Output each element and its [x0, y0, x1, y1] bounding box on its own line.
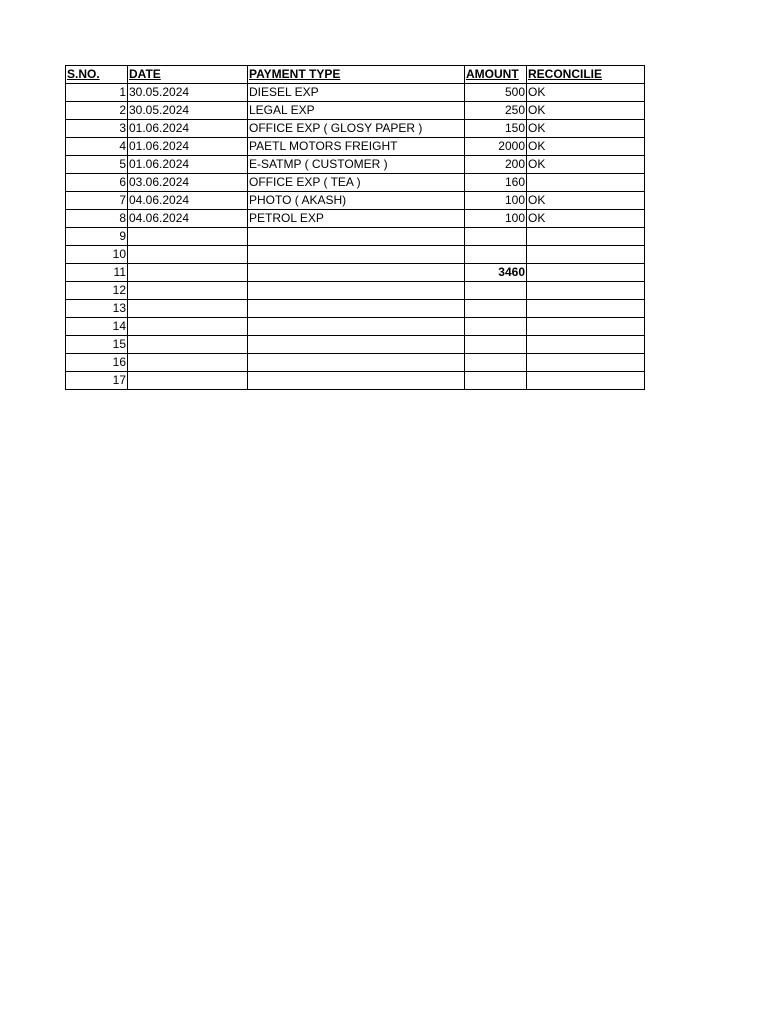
table-row	[66, 138, 645, 156]
table-row	[66, 156, 645, 174]
cell-reconcile[interactable]	[527, 300, 645, 318]
cell-amount[interactable]	[465, 354, 527, 372]
cell-amount-total[interactable]: 3460	[465, 264, 527, 282]
cell-sno[interactable]: 9	[66, 228, 128, 246]
cell-payment-type[interactable]	[248, 318, 465, 336]
cell-date[interactable]	[128, 318, 248, 336]
table-row	[66, 120, 645, 138]
expense-sheet	[65, 65, 645, 390]
cell-payment-type[interactable]	[248, 300, 465, 318]
cell-amount[interactable]: 500	[465, 84, 527, 102]
cell-amount[interactable]: 250	[465, 102, 527, 120]
table-row	[66, 282, 645, 300]
cell-payment-type[interactable]	[248, 228, 465, 246]
header-payment-type: PAYMENT TYPE	[248, 66, 465, 84]
cell-date[interactable]: 30.05.2024	[128, 102, 248, 120]
cell-amount[interactable]: 150	[465, 120, 527, 138]
cell-reconcile[interactable]: OK	[527, 156, 645, 174]
cell-reconcile[interactable]	[527, 264, 645, 282]
cell-amount[interactable]	[465, 372, 527, 390]
cell-date[interactable]: 01.06.2024	[128, 156, 248, 174]
cell-reconcile[interactable]	[527, 228, 645, 246]
cell-payment-type[interactable]	[248, 336, 465, 354]
cell-reconcile[interactable]	[527, 246, 645, 264]
cell-amount[interactable]	[465, 336, 527, 354]
cell-date[interactable]	[128, 228, 248, 246]
cell-reconcile[interactable]: OK	[527, 192, 645, 210]
table-row	[66, 246, 645, 264]
cell-reconcile[interactable]	[527, 282, 645, 300]
cell-amount[interactable]: 160	[465, 174, 527, 192]
table-row	[66, 210, 645, 228]
header-reconcile: RECONCILIE	[527, 66, 645, 84]
cell-amount[interactable]	[465, 282, 527, 300]
table-row	[66, 102, 645, 120]
cell-date[interactable]	[128, 300, 248, 318]
table-row	[66, 354, 645, 372]
cell-payment-type[interactable]: LEGAL EXP	[248, 102, 465, 120]
cell-amount[interactable]: 200	[465, 156, 527, 174]
cell-payment-type[interactable]: E-SATMP ( CUSTOMER )	[248, 156, 465, 174]
cell-sno[interactable]: 12	[66, 282, 128, 300]
table-row	[66, 372, 645, 390]
table-row	[66, 174, 645, 192]
table-row	[66, 264, 645, 282]
cell-reconcile[interactable]	[527, 336, 645, 354]
cell-sno[interactable]: 7	[66, 192, 128, 210]
cell-amount[interactable]: 2000	[465, 138, 527, 156]
cell-payment-type[interactable]	[248, 372, 465, 390]
payment-table	[65, 65, 645, 390]
cell-sno[interactable]: 6	[66, 174, 128, 192]
cell-date[interactable]: 04.06.2024	[128, 210, 248, 228]
cell-payment-type[interactable]	[248, 246, 465, 264]
cell-sno[interactable]: 3	[66, 120, 128, 138]
table-row	[66, 300, 645, 318]
cell-reconcile[interactable]	[527, 174, 645, 192]
table-body	[66, 84, 645, 390]
header-amount: AMOUNT	[465, 66, 527, 84]
cell-amount[interactable]	[465, 228, 527, 246]
table-row	[66, 192, 645, 210]
cell-amount[interactable]: 100	[465, 210, 527, 228]
cell-date[interactable]	[128, 246, 248, 264]
table-row	[66, 318, 645, 336]
header-sno: S.NO.	[66, 66, 128, 84]
table-row	[66, 84, 645, 102]
cell-reconcile[interactable]: OK	[527, 102, 645, 120]
cell-amount[interactable]	[465, 318, 527, 336]
cell-date[interactable]: 01.06.2024	[128, 120, 248, 138]
cell-payment-type[interactable]	[248, 282, 465, 300]
table-row	[66, 228, 645, 246]
cell-payment-type[interactable]: DIESEL EXP	[248, 84, 465, 102]
cell-sno[interactable]: 16	[66, 354, 128, 372]
cell-sno[interactable]: 11	[66, 264, 128, 282]
cell-sno[interactable]: 17	[66, 372, 128, 390]
cell-date[interactable]: 04.06.2024	[128, 192, 248, 210]
cell-date[interactable]: 30.05.2024	[128, 84, 248, 102]
cell-date[interactable]	[128, 372, 248, 390]
table-row	[66, 336, 645, 354]
cell-sno[interactable]: 10	[66, 246, 128, 264]
cell-amount[interactable]	[465, 246, 527, 264]
cell-reconcile[interactable]	[527, 318, 645, 336]
cell-reconcile[interactable]	[527, 354, 645, 372]
cell-payment-type[interactable]	[248, 354, 465, 372]
cell-reconcile[interactable]	[527, 372, 645, 390]
cell-reconcile[interactable]: OK	[527, 210, 645, 228]
cell-date[interactable]	[128, 264, 248, 282]
cell-date[interactable]	[128, 354, 248, 372]
cell-sno[interactable]: 14	[66, 318, 128, 336]
cell-sno[interactable]: 13	[66, 300, 128, 318]
cell-payment-type[interactable]: OFFICE EXP ( GLOSY PAPER )	[248, 120, 465, 138]
cell-date[interactable]	[128, 336, 248, 354]
cell-sno[interactable]: 8	[66, 210, 128, 228]
cell-payment-type[interactable]: PHOTO ( AKASH)	[248, 192, 465, 210]
cell-date[interactable]: 03.06.2024	[128, 174, 248, 192]
cell-sno[interactable]: 1	[66, 84, 128, 102]
cell-reconcile[interactable]: OK	[527, 138, 645, 156]
cell-amount[interactable]	[465, 300, 527, 318]
header-date: DATE	[128, 66, 248, 84]
header-row	[66, 66, 645, 84]
cell-payment-type[interactable]: PAETL MOTORS FREIGHT	[248, 138, 465, 156]
cell-date[interactable]: 01.06.2024	[128, 138, 248, 156]
cell-date[interactable]	[128, 282, 248, 300]
cell-sno[interactable]: 2	[66, 102, 128, 120]
cell-reconcile[interactable]: OK	[527, 84, 645, 102]
cell-reconcile[interactable]: OK	[527, 120, 645, 138]
cell-payment-type[interactable]	[248, 264, 465, 282]
cell-payment-type[interactable]: OFFICE EXP ( TEA )	[248, 174, 465, 192]
cell-amount[interactable]: 100	[465, 192, 527, 210]
cell-sno[interactable]: 4	[66, 138, 128, 156]
cell-sno[interactable]: 5	[66, 156, 128, 174]
cell-payment-type[interactable]: PETROL EXP	[248, 210, 465, 228]
cell-sno[interactable]: 15	[66, 336, 128, 354]
